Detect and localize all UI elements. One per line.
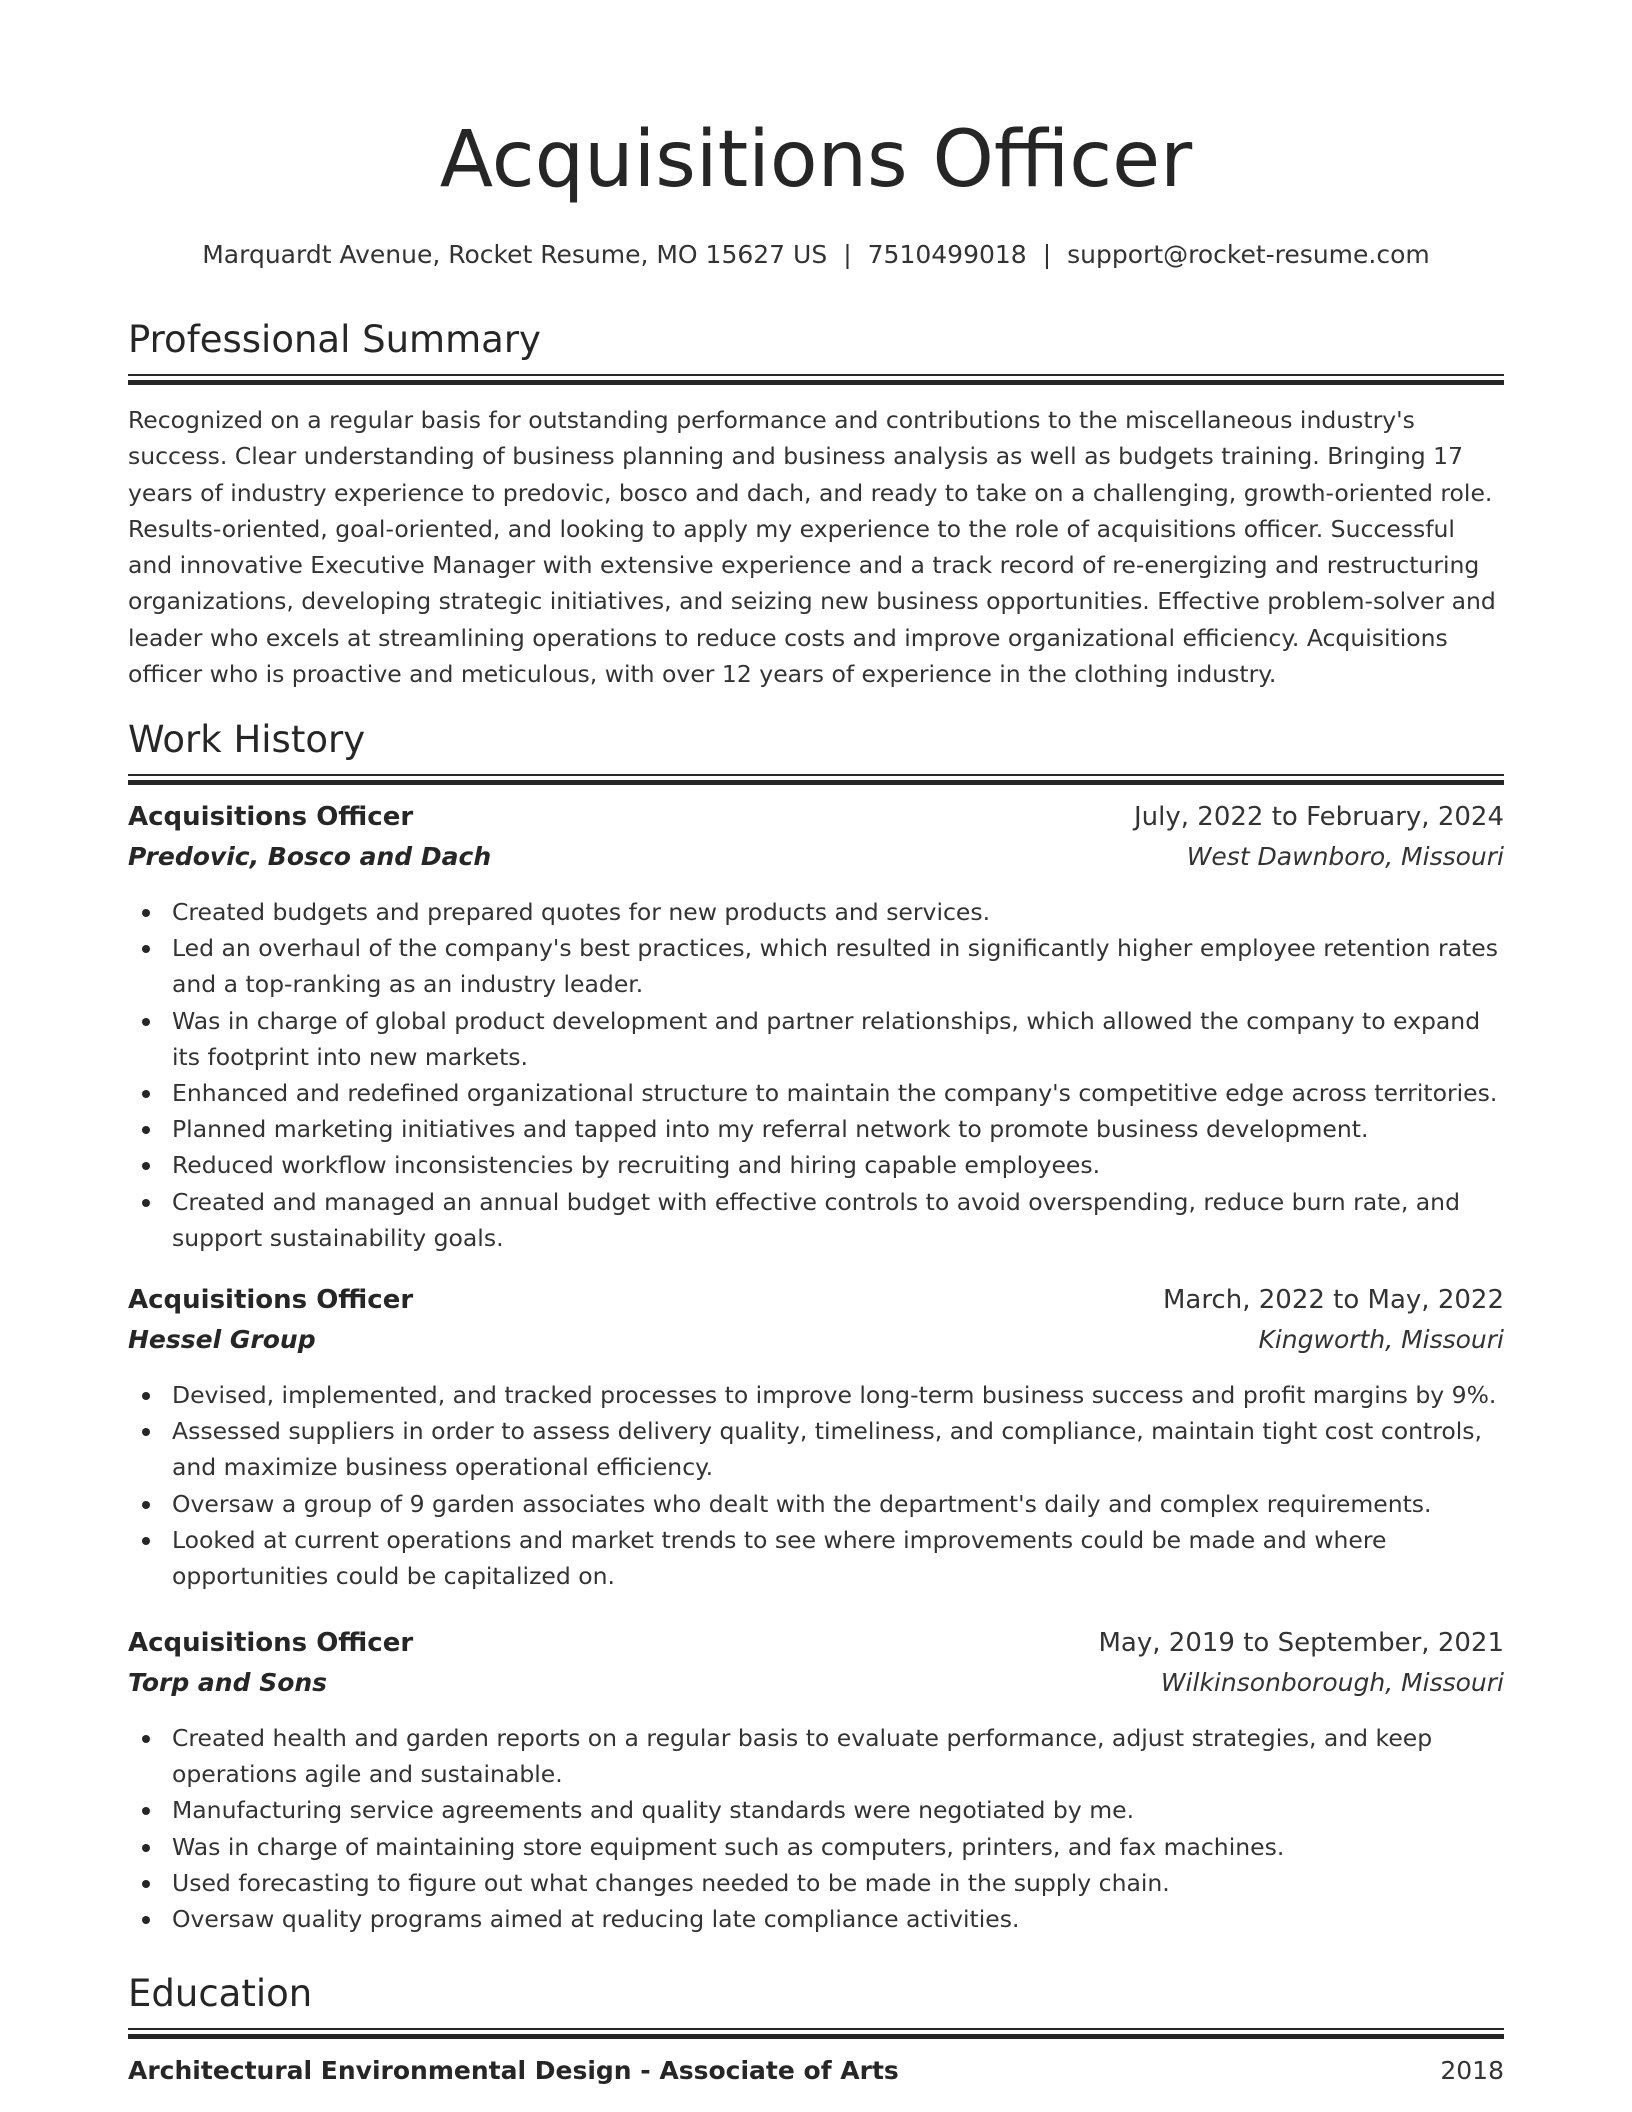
job-dates: March, 2022 to May, 2022 — [1162, 1285, 1504, 1315]
job-dates: July, 2022 to February, 2024 — [1134, 802, 1504, 832]
job-title: Acquisitions Officer — [128, 802, 414, 832]
work-divider — [128, 774, 1504, 786]
resume-name-heading: Acquisitions Officer — [439, 115, 1193, 205]
job-bullet: Manufacturing service agreements and quality standards were negotiated by me. — [128, 1792, 1504, 1828]
work-section-title: Work History — [128, 718, 366, 761]
contact-phone: 7510499018 — [867, 240, 1027, 269]
job-bullet-list — [128, 894, 1504, 1256]
job-company-row — [128, 1668, 1504, 1708]
job-company: Torp and Sons — [128, 1668, 328, 1697]
job-bullet: Reduced workflow inconsistencies by recruiting and hiring capable employees. — [128, 1147, 1504, 1183]
job-dates: May, 2019 to September, 2021 — [1098, 1628, 1504, 1658]
job-bullet: Was in charge of global product development and partner relationships, which allowed the company to expand its footprint into new markets. — [128, 1003, 1504, 1075]
job-location: Kingworth, Missouri — [1258, 1325, 1504, 1354]
contact-separator: | — [1042, 240, 1052, 269]
job-entry — [128, 802, 1504, 1256]
summary-divider — [128, 374, 1504, 386]
summary-section-title: Professional Summary — [128, 318, 541, 361]
job-bullet: Enhanced and redefined organizational structure to maintain the company's competitive edge across territories. — [128, 1075, 1504, 1111]
job-company: Predovic, Bosco and Dach — [128, 842, 492, 871]
job-bullet: Oversaw quality programs aimed at reducing late compliance activities. — [128, 1901, 1504, 1937]
job-bullet: Looked at current operations and market trends to see where improvements could be made and where opportunities could be capitalized on. — [128, 1522, 1504, 1594]
job-header-row — [128, 1285, 1504, 1325]
job-bullet: Was in charge of maintaining store equipment such as computers, printers, and fax machines. — [128, 1829, 1504, 1865]
job-bullet: Used forecasting to figure out what changes needed to be made in the supply chain. — [128, 1865, 1504, 1901]
job-bullet: Created health and garden reports on a regular basis to evaluate performance, adjust strategies, and keep operations agile and sustainable. — [128, 1720, 1504, 1792]
job-bullet-list — [128, 1377, 1504, 1594]
contact-line — [128, 240, 1504, 270]
job-entry — [128, 1628, 1504, 1937]
education-year: 2018 — [1440, 2056, 1504, 2085]
education-section-title: Education — [128, 1972, 313, 2015]
job-bullet: Led an overhaul of the company's best practices, which resulted in significantly higher employee retention rates and a top-ranking as an industry leader. — [128, 930, 1504, 1002]
job-company-row — [128, 1325, 1504, 1365]
job-bullet: Assessed suppliers in order to assess delivery quality, timeliness, and compliance, maintain tight cost controls, and maximize business operational efficiency. — [128, 1413, 1504, 1485]
job-location: Wilkinsonborough, Missouri — [1160, 1668, 1504, 1697]
job-bullet: Oversaw a group of 9 garden associates who dealt with the department's daily and complex requirements. — [128, 1486, 1504, 1522]
summary-section — [128, 318, 1504, 362]
job-bullet: Devised, implemented, and tracked processes to improve long-term business success and profit margins by 9%. — [128, 1377, 1504, 1413]
job-bullet: Created budgets and prepared quotes for new products and services. — [128, 894, 1504, 930]
job-header-row — [128, 1628, 1504, 1668]
contact-separator: | — [843, 240, 852, 269]
education-entry — [128, 2056, 1504, 2085]
job-title: Acquisitions Officer — [128, 1628, 414, 1658]
job-header-row — [128, 802, 1504, 842]
job-bullet: Planned marketing initiatives and tapped into my referral network to promote business development. — [128, 1111, 1504, 1147]
contact-email[interactable]: support@rocket-resume.com — [1067, 240, 1430, 269]
job-bullet-list — [128, 1720, 1504, 1937]
job-bullet: Created and managed an annual budget with effective controls to avoid overspending, reduce burn rate, and support sustainability goals. — [128, 1184, 1504, 1256]
job-company-row — [128, 842, 1504, 882]
education-divider — [128, 2028, 1504, 2040]
contact-address: Marquardt Avenue, Rocket Resume, MO 15627 US — [202, 240, 828, 269]
job-title: Acquisitions Officer — [128, 1285, 414, 1315]
work-section — [128, 718, 1504, 762]
summary-text: Recognized on a regular basis for outstanding performance and contributions to the miscellaneous industry's success. Clear understanding of business planning and business analysis as well as budgets training. Bringing 17 years of industry experience to predovic, bosco and dach, and ready to take on a challenging, growth-oriented role. Results-oriented, goal-oriented, and looking to apply my experience to the role of acquisitions officer. Successful and innovative Executive Manager with extensive experience and a track record of re-energizing and restructuring organizations, developing strategic initiatives, and seizing new business opportunities. Effective problem-solver and leader who excels at streamlining operations to reduce costs and improve organizational efficiency. Acquisitions officer who is proactive and meticulous, with over 12 years of experience in the clothing industry. — [128, 406, 1496, 689]
job-location: West Dawnboro, Missouri — [1186, 842, 1504, 871]
job-company: Hessel Group — [128, 1325, 316, 1354]
education-section — [128, 1972, 1504, 2016]
education-degree: Architectural Environmental Design - Associate of Arts — [128, 2056, 899, 2085]
job-entry — [128, 1285, 1504, 1594]
